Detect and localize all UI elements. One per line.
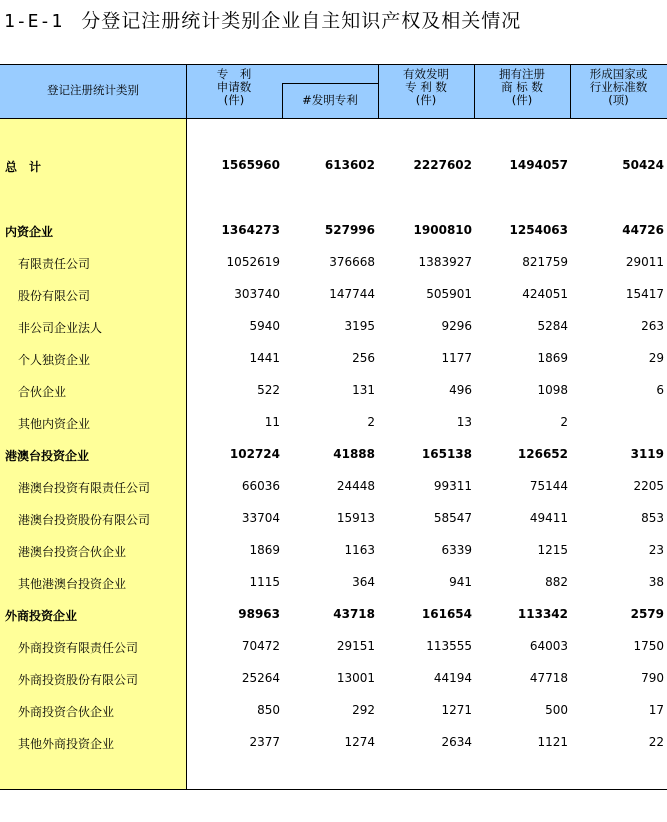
table-row	[0, 149, 667, 181]
row-label: 内资企业	[5, 225, 54, 239]
row-value: 99311	[433, 479, 472, 493]
row-value: 2579	[630, 607, 664, 621]
row-value: 1869	[249, 543, 280, 557]
header-trademark	[474, 68, 570, 107]
row-value: 424051	[522, 287, 568, 301]
row-label: 港澳台投资股份有限公司	[18, 513, 151, 527]
table-row	[0, 470, 667, 502]
row-value: 29	[648, 351, 664, 365]
header-valid-line2: 专 利 数	[405, 80, 447, 94]
row-value: 22	[648, 735, 664, 749]
header-bottom-border	[0, 118, 667, 119]
row-value: 1494057	[509, 158, 568, 172]
table-row	[0, 406, 667, 438]
row-value: 98963	[238, 607, 280, 621]
table-row	[0, 630, 667, 662]
row-value: 11	[264, 415, 280, 429]
data-table	[0, 64, 667, 790]
row-value: 3195	[344, 319, 375, 333]
row-value: 15913	[336, 511, 375, 525]
row-value: 613602	[324, 158, 375, 172]
header-valid-invention	[378, 68, 474, 107]
table-row	[0, 534, 667, 566]
row-value: 161654	[421, 607, 472, 621]
row-value: 113555	[426, 639, 472, 653]
header-patent-group: 专 利	[216, 67, 252, 81]
header-top-border	[0, 64, 667, 65]
row-value: 2205	[633, 479, 664, 493]
row-value: 527996	[324, 223, 375, 237]
row-label: 外商投资企业	[5, 609, 78, 623]
row-value: 292	[352, 703, 375, 717]
row-value: 505901	[426, 287, 472, 301]
row-value: 522	[257, 383, 280, 397]
row-value: 2634	[441, 735, 472, 749]
row-value: 41888	[333, 447, 375, 461]
row-value: 102724	[229, 447, 280, 461]
row-value: 47718	[529, 671, 568, 685]
row-value: 364	[352, 575, 375, 589]
header-valid-unit: (件)	[415, 93, 437, 107]
row-value: 64003	[529, 639, 568, 653]
row-value: 33704	[241, 511, 280, 525]
table-row	[0, 502, 667, 534]
table-row	[0, 374, 667, 406]
row-value: 256	[352, 351, 375, 365]
row-value: 75144	[529, 479, 568, 493]
header-patent	[186, 68, 282, 107]
row-value: 850	[257, 703, 280, 717]
row-label: 其他外商投资企业	[18, 737, 115, 751]
row-label: 其他内资企业	[18, 417, 91, 431]
header-standard-line1: 形成国家或	[589, 67, 648, 81]
row-value: 23	[648, 543, 664, 557]
table-row	[0, 310, 667, 342]
table-row	[0, 598, 667, 630]
row-value: 13001	[336, 671, 375, 685]
row-value: 66036	[241, 479, 280, 493]
row-value: 15417	[625, 287, 664, 301]
row-value: 1565960	[221, 158, 280, 172]
row-value: 44194	[433, 671, 472, 685]
row-value: 25264	[241, 671, 280, 685]
row-value: 50424	[622, 158, 664, 172]
row-value: 58547	[433, 511, 472, 525]
header-invention: #发明专利	[302, 93, 358, 107]
row-value: 29011	[625, 255, 664, 269]
header-trademark-unit: (件)	[511, 93, 533, 107]
row-value: 1271	[441, 703, 472, 717]
header-trademark-line2: 商 标 数	[501, 80, 543, 94]
table-bottom-border	[0, 789, 667, 790]
row-value: 6339	[441, 543, 472, 557]
header-standard-line2: 行业标准数	[589, 80, 648, 94]
row-value: 1364273	[221, 223, 280, 237]
row-value: 44726	[622, 223, 664, 237]
row-label: 外商投资合伙企业	[18, 705, 115, 719]
row-value: 2377	[249, 735, 280, 749]
table-row	[0, 278, 667, 310]
row-value: 9296	[441, 319, 472, 333]
row-value: 1163	[344, 543, 375, 557]
row-value: 6	[656, 383, 664, 397]
header-trademark-line1: 拥有注册	[499, 67, 545, 81]
row-value: 1750	[633, 639, 664, 653]
row-value: 500	[545, 703, 568, 717]
table-row	[0, 438, 667, 470]
row-value: 941	[449, 575, 472, 589]
table-row	[0, 246, 667, 278]
table-row	[0, 662, 667, 694]
table-title-text: 分登记注册统计类别企业自主知识产权及相关情况	[81, 10, 522, 32]
header-standard	[570, 68, 667, 107]
table-title	[4, 6, 521, 33]
table-row	[0, 214, 667, 246]
table-row	[0, 566, 667, 598]
row-value: 38	[648, 575, 664, 589]
row-label: 个人独资企业	[18, 353, 91, 367]
header-standard-unit: (项)	[608, 93, 629, 107]
table-row	[0, 694, 667, 726]
row-value: 1052619	[226, 255, 280, 269]
row-value: 113342	[517, 607, 568, 621]
row-value: 496	[449, 383, 472, 397]
row-value: 303740	[234, 287, 280, 301]
row-value: 147744	[329, 287, 375, 301]
row-value: 1254063	[509, 223, 568, 237]
row-label: 其他港澳台投资企业	[18, 577, 127, 591]
row-label: 非公司企业法人	[18, 321, 103, 335]
row-label: 外商投资有限责任公司	[18, 641, 139, 655]
row-value: 1115	[249, 575, 280, 589]
row-value: 17	[648, 703, 664, 717]
row-value: 1215	[537, 543, 568, 557]
row-label: 港澳台投资有限责任公司	[18, 481, 151, 495]
row-value: 1274	[344, 735, 375, 749]
row-value: 29151	[336, 639, 375, 653]
row-label: 港澳台投资合伙企业	[18, 545, 127, 559]
row-value: 5284	[537, 319, 568, 333]
row-value: 853	[641, 511, 664, 525]
row-value: 882	[545, 575, 568, 589]
header-valid-line1: 有效发明	[403, 67, 449, 81]
row-value: 43718	[333, 607, 375, 621]
header-patent-apply: 申请数	[216, 80, 252, 94]
row-value: 790	[641, 671, 664, 685]
row-value: 165138	[421, 447, 472, 461]
row-value: 1177	[441, 351, 472, 365]
row-label: 股份有限公司	[18, 289, 91, 303]
row-value: 1098	[537, 383, 568, 397]
row-label: 合伙企业	[18, 385, 67, 399]
table-row	[0, 726, 667, 758]
row-label: 有限责任公司	[18, 257, 91, 271]
header-category: 登记注册统计类别	[47, 83, 139, 97]
row-value: 1900810	[413, 223, 472, 237]
row-value: 1121	[537, 735, 568, 749]
row-value: 263	[641, 319, 664, 333]
row-value: 2	[560, 415, 568, 429]
row-label: 总 计	[5, 160, 42, 174]
row-value: 1383927	[418, 255, 472, 269]
row-value: 49411	[529, 511, 568, 525]
table-code: 1-E-1	[4, 11, 64, 32]
row-value: 376668	[329, 255, 375, 269]
row-value: 24448	[336, 479, 375, 493]
header-patent-unit: (件)	[223, 93, 245, 107]
row-value: 1869	[537, 351, 568, 365]
row-value: 2227602	[413, 158, 472, 172]
row-value: 5940	[249, 319, 280, 333]
header-sub-border	[282, 83, 378, 84]
row-value: 2	[367, 415, 375, 429]
row-value: 131	[352, 383, 375, 397]
row-value: 13	[456, 415, 472, 429]
table-row	[0, 342, 667, 374]
row-value: 1441	[249, 351, 280, 365]
row-value: 821759	[522, 255, 568, 269]
row-value: 70472	[241, 639, 280, 653]
row-value: 126652	[517, 447, 568, 461]
row-label: 外商投资股份有限公司	[18, 673, 139, 687]
row-label: 港澳台投资企业	[5, 449, 90, 463]
row-value: 3119	[630, 447, 664, 461]
